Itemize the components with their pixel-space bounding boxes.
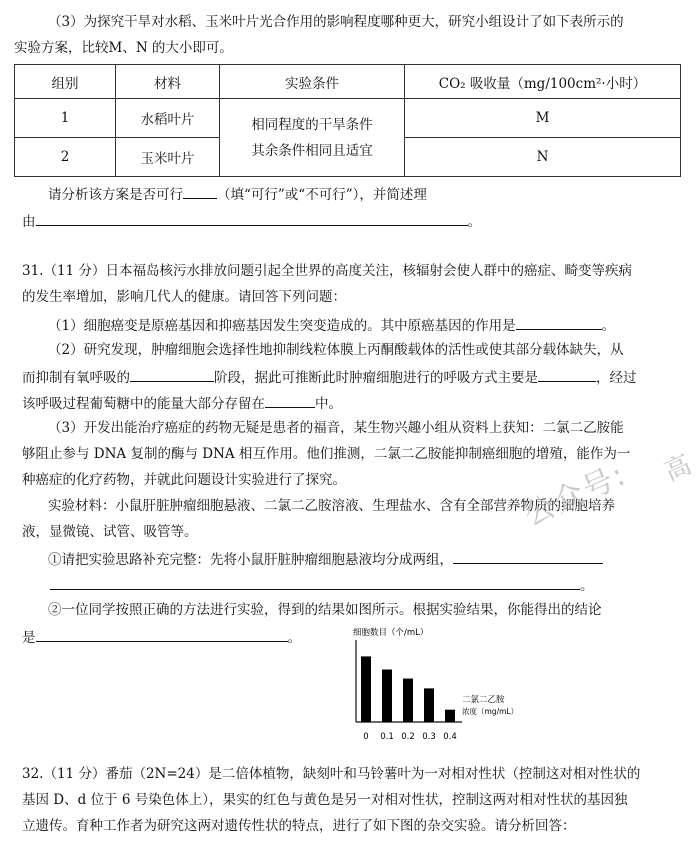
- header-material: 材料: [116, 65, 220, 99]
- header-condition: 实验条件: [220, 65, 405, 99]
- q30-ask-tail: （填“可行”或“不可行”），并简述理: [217, 187, 427, 203]
- q31-step2b: [22, 627, 301, 647]
- table-header-row: [15, 65, 681, 99]
- answer-blank-protooncogene[interactable]: [516, 315, 602, 330]
- answer-blank-reason[interactable]: [36, 211, 468, 226]
- answer-blank-feasible[interactable]: [183, 184, 217, 199]
- answer-blank-stage[interactable]: [130, 367, 214, 382]
- answer-blank-step1-cont[interactable]: [50, 575, 580, 590]
- q32-line3: 立遗传。育种工作者为研究这两对遗传性状的特点，进行了如下图的杂交实验。请分析回答：: [22, 818, 576, 834]
- q31-intro2: 的发生率增加，影响几代人的健康。请回答下列问题：: [22, 289, 346, 305]
- q31-p2c: [22, 393, 342, 413]
- q31-step1-end: 。: [580, 578, 594, 594]
- chart-xlabel-line2: 浓度（mg/mL）: [462, 707, 519, 716]
- header-co2: CO₂ 吸收量（mg/100cm²·小时）: [405, 65, 681, 99]
- chart-bar: [445, 710, 455, 722]
- cell-group: 2: [15, 138, 116, 177]
- q31-p3c: 种癌症的化疗药物，并就此问题设计实验进行了探究。: [22, 472, 346, 488]
- q30-reason-line: [22, 211, 481, 231]
- chart-bar: [382, 670, 392, 722]
- watermark-edge: 高: [660, 449, 696, 488]
- chart-xlabel-line1: 二氯二乙胺: [462, 695, 505, 705]
- q30-reason-lead: 由: [22, 214, 36, 230]
- q31-p3b: 够阻止参与 DNA 复制的酶与 DNA 相互作用。他们推测，二氯二乙胺能抑制癌细胞的增殖，能作为一: [22, 446, 631, 462]
- q31-materials2: 液，显微镜、试管、吸管等。: [22, 524, 198, 540]
- answer-blank-step1[interactable]: [453, 549, 603, 564]
- chart-x-tick-label: 0.2: [401, 732, 415, 742]
- q31-materials1: 实验材料：小鼠肝脏肿瘤细胞悬液、二氯二乙胺溶液、生理盐水、含有全部营养物质的细胞培养: [48, 498, 615, 514]
- cell-count-chart: [335, 622, 535, 747]
- watermark: 公众号:: [518, 457, 632, 534]
- q30-line1: （3）为探究干旱对水稻、玉米叶片光合作用的影响程度哪种更大，研究小组设计了如下表所示的: [48, 14, 624, 30]
- experiment-table: [14, 64, 681, 177]
- q31-p2b: [22, 367, 637, 387]
- q31-p2c-text2: 中。: [315, 396, 342, 412]
- chart-x-tick-label: 0.1: [380, 732, 394, 742]
- q31-p1: [48, 315, 615, 335]
- q31-step1-text: ①请把实验思路补充完整：先将小鼠肝脏肿瘤细胞悬液均分成两组，: [48, 552, 453, 568]
- answer-blank-respiration[interactable]: [538, 367, 596, 382]
- q32-line1: 32.（11 分）番茄（2N=24）是二倍体植物，缺刻叶和马铃薯叶为一对相对性状（控制这对相对性状的: [22, 766, 641, 782]
- q31-step2b-text: 是: [22, 630, 36, 646]
- answer-blank-energy[interactable]: [265, 393, 315, 408]
- chart-bar: [403, 679, 413, 722]
- q31-step2b-end: 。: [287, 630, 301, 646]
- q31-intro1: 31.（11 分）日本福岛核污水排放问题引起全世界的高度关注，核辐射会使人群中的癌症、畸变等疾病: [22, 263, 632, 279]
- condition-line1: 相同程度的干旱条件: [251, 116, 373, 133]
- q31-p1-end: 。: [601, 318, 616, 334]
- chart-x-tick-label: 0: [363, 732, 369, 742]
- q31-p1-text: （1）细胞癌变是原癌基因和抑癌基因发生突变造成的。其中原癌基因的作用是: [48, 318, 516, 334]
- condition-line2: 其余条件相同且适宜: [251, 142, 373, 159]
- q31-p2b-text3: ，经过: [596, 370, 637, 386]
- cell-condition: [220, 99, 405, 177]
- q31-step2a: ②一位同学按照正确的方法进行实验，得到的结果如图所示。根据实验结果，你能得出的结论: [48, 602, 602, 618]
- q31-step1: [48, 549, 603, 569]
- q31-p3a: （3）开发出能治疗癌症的药物无疑是患者的福音，某生物兴趣小组从资料上获知：二氯二乙胺能: [48, 420, 624, 436]
- cell-material: 玉米叶片: [116, 138, 220, 177]
- q31-p2b-text2: 阶段，据此可推断此时肿瘤细胞进行的呼吸方式主要是: [214, 370, 538, 386]
- table-row: [15, 99, 681, 138]
- q31-step1-cont: [50, 575, 594, 595]
- q31-p2a: （2）研究发现，肿瘤细胞会选择性地抑制线粒体膜上丙酮酸载体的活性或使其部分载体缺失，从: [48, 342, 624, 358]
- q30-reason-end: 。: [467, 214, 481, 230]
- chart-bar: [424, 688, 434, 722]
- cell-result: M: [405, 99, 681, 138]
- cell-result: N: [405, 138, 681, 177]
- cell-material: 水稻叶片: [116, 99, 220, 138]
- q31-p2b-text1: 而抑制有氧呼吸的: [22, 370, 130, 386]
- chart-bar: [361, 656, 371, 722]
- header-group: 组别: [15, 65, 116, 99]
- q30-ask-line: [48, 184, 427, 204]
- chart-x-tick-label: 0.4: [443, 732, 457, 742]
- answer-blank-conclusion[interactable]: [36, 627, 288, 642]
- chart-ylabel: 细胞数目（个/mL）: [353, 628, 429, 638]
- chart-x-tick-label: 0.3: [422, 732, 436, 742]
- q31-p2c-text1: 该呼吸过程葡萄糖中的能量大部分存留在: [22, 396, 265, 412]
- q32-line2: 基因 D、d 位于 6 号染色体上），果实的红色与黄色是另一对相对性状，控制这两对相对性状的基因独: [22, 792, 628, 808]
- cell-group: 1: [15, 99, 116, 138]
- q30-ask-text: 请分析该方案是否可行: [48, 187, 183, 203]
- q30-line2: 实验方案，比较M、N 的大小即可。: [14, 40, 233, 56]
